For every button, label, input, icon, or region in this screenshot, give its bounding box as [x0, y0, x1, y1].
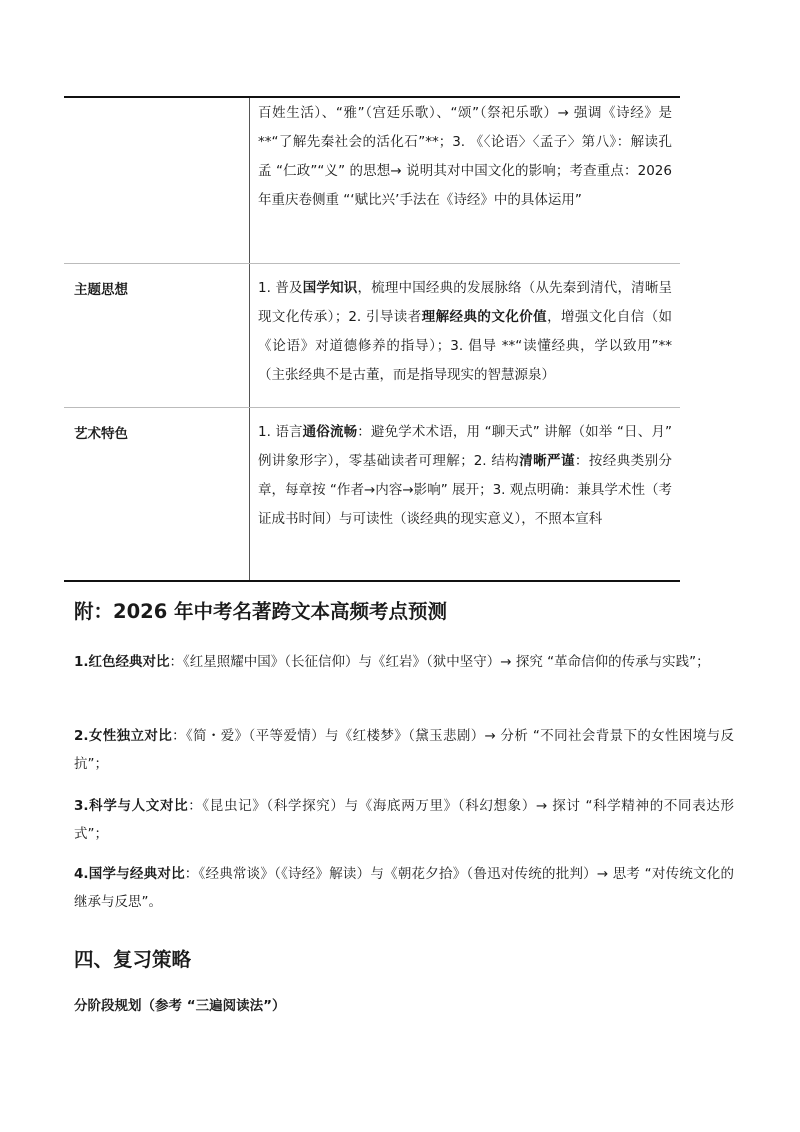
content-text: 1. 语言通俗流畅：避免学术术语，用 “聊天式” 讲解（如举 “日、月” 例讲象形字），零基础读者可理解；2. 结构清晰严谨：按经典类别分章，每章按 “作者→内容→影响” 展开；3. 观点明确：兼具学术性（考证成书时间）与可读性（谈经典的现实意义），不照本宣科 [258, 424, 673, 527]
bold-term: 清晰严谨 [519, 453, 575, 469]
book-info-table [64, 96, 680, 582]
item-label: 4.国学与经典对比 [74, 866, 185, 882]
row-content [250, 98, 680, 263]
bold-term: 理解经典的文化价值 [421, 309, 548, 325]
strategy-title: 四、复习策略 [74, 948, 192, 971]
table-row-art [64, 408, 680, 580]
content-text: 百姓生活）、“雅”（宫廷乐歌）、“颂”（祭祀乐歌）→ 强调《诗经》是 **“了解先秦社会的活化石”**；3. 《〈论语〉〈孟子〉第八》：解读孔孟 “仁政”“义” 的思想→ 说明其对中国文化的影响；考查重点：2026 年重庆卷侧重 “‘赋比兴’手法在《诗经》中的具体运用” [258, 105, 672, 208]
row-label-theme: 主题思想 [64, 264, 250, 407]
table-row-theme [64, 264, 680, 408]
bold-term: 国学知识 [302, 280, 358, 296]
row-content-theme [250, 264, 680, 407]
list-item: 4.国学与经典对比：《经典常谈》（《诗经》解读）与《朝花夕拾》（鲁迅对传统的批判）→ 思考 “对传统文化的继承与反思”。 [74, 866, 734, 910]
row-content-art [250, 408, 680, 580]
row-label-art: 艺术特色 [64, 408, 250, 580]
item-label: 1.红色经典对比 [74, 654, 170, 670]
list-item: 2.女性独立对比：《简・爱》（平等爱情）与《红楼梦》（黛玉悲剧）→ 分析 “不同社会背景下的女性困境与反抗”； [74, 728, 734, 772]
item-label: 3.科学与人文对比 [74, 798, 189, 814]
table-row-continued [64, 98, 680, 264]
row-label [64, 98, 250, 263]
list-item: 1.红色经典对比：《红星照耀中国》（长征信仰）与《红岩》（狱中坚守）→ 探究 “革命信仰的传承与实践”； [74, 654, 710, 670]
strategy-subheading: 分阶段规划（参考 “三遍阅读法”） [74, 998, 286, 1014]
list-item: 3.科学与人文对比：《昆虫记》（科学探究）与《海底两万里》（科幻想象）→ 探讨 “科学精神的不同表达形式”； [74, 798, 734, 842]
bold-term: 通俗流畅 [302, 424, 358, 440]
appendix-title: 附：2026 年中考名著跨文本高频考点预测 [74, 600, 448, 623]
content-text: 1. 普及国学知识，梳理中国经典的发展脉络（从先秦到清代，清晰呈现文化传承）；2. 引导读者理解经典的文化价值，增强文化自信（如《论语》对道德修养的指导）；3. 倡导 **“读懂经典，学以致用”**（主张经典不是古董，而是指导现实的智慧源泉） [258, 280, 673, 383]
item-label: 2.女性独立对比 [74, 728, 173, 744]
